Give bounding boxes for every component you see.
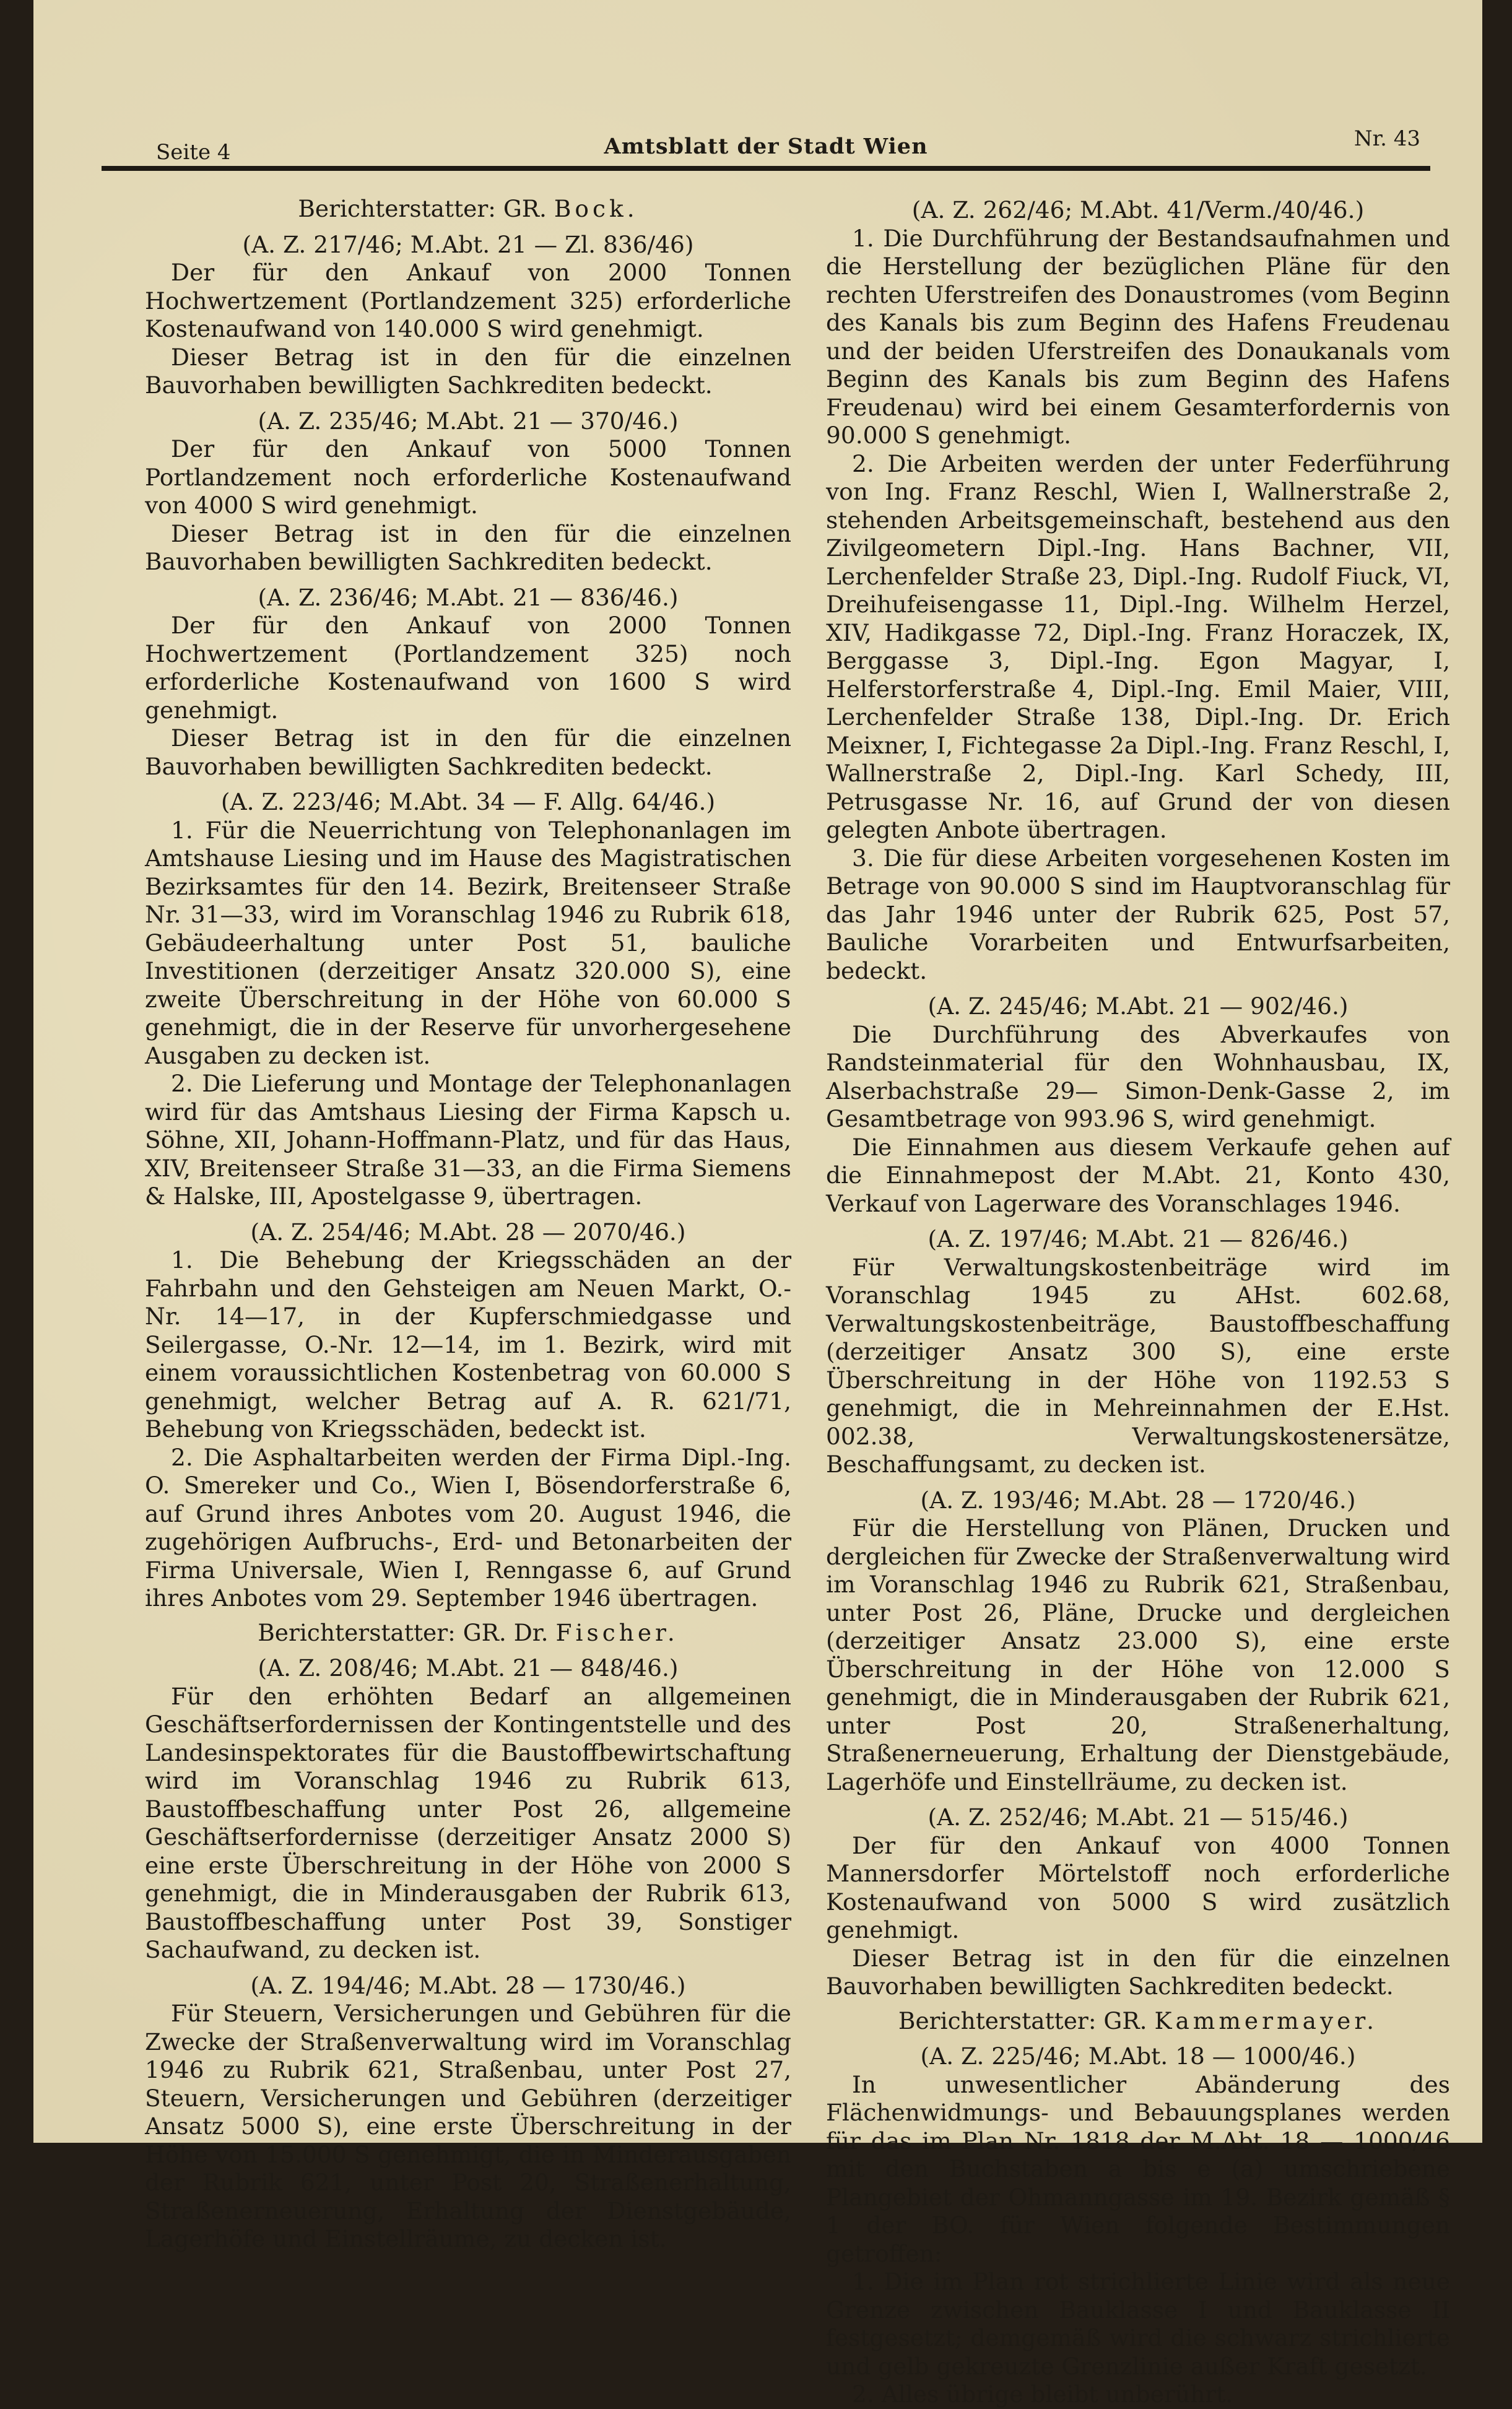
case-reference: (A. Z. 217/46; M.Abt. 21 — Zl. 836/46) bbox=[242, 230, 694, 258]
newspaper-page bbox=[33, 0, 1482, 2408]
paragraph: 2. Die Asphaltarbeiten werden der Firma Dipl.-Ing. O. Smereker und Co., Wien I, Bösendorferstraße 6, auf Grund ihres Anbotes vom 20. August 1946, die zugehörigen Aufbruchs-, Erd- und Betonarbeiten der Firma Universale, Wien I, Renngasse 6, auf Grund ihres Anbotes vom 29. September 1946 übertragen. bbox=[145, 1443, 791, 1612]
paragraph: 2. Alles übrige bleibt unberührt. bbox=[852, 2381, 1233, 2408]
paragraph: In unwesentlicher Abänderung des Flächenwidmungs- und Bebauungsplanes werden für das im Plan Nr. 1818 der M.Abt. 18 — 1000/46 mit den Buchstaben a bis e (a) umschriebene Plangebiet der Ohmanngasse im 19. Bezirk gemäß § 1 der BO. für Wien folgende Bestimmungen getroffen: bbox=[826, 2070, 1450, 2267]
case-reference: (A. Z. 208/46; M.Abt. 21 — 848/46.) bbox=[258, 1654, 679, 1682]
paragraph: Für Verwaltungskostenbeiträge wird im Voranschlag 1945 zu AHst. 602.68, Verwaltungskostenbeiträge, Baustoffbeschaffung (derzeitiger Ansatz 300 S), eine erste Überschreitung in der Höhe von 1192.53 S genehmigt, die in Mehreinnahmen der E.Hst. 002.38, Verwaltungskostenersätze, Beschaffungsamt, zu decken ist. bbox=[826, 1253, 1450, 1478]
paragraph: 1. Die im Plan rot strichlierte Linie wird als neue Grenze zwischen Bauklasse I und Bauklasse II festgesetzt; demgemäß wird die schwarz strichlierte und gelb gekreuzte Grenzlinie außer Kraft gesetzt. bbox=[826, 2268, 1450, 2380]
paragraph: 2. Die Arbeiten werden der unter Federführung von Ing. Franz Reschl, Wien I, Wallnerstraße 2, stehenden Arbeitsgemeinschaft, bestehend aus den Zivilgeometern Dipl.-Ing. Hans Bachner, VII, Lerchenfelder Straße 23, Dipl.-Ing. Rudolf Fiuck, VI, Dreihufeisengasse 11, Dipl.-Ing. Wilhelm Herzel, XIV, Hadikgasse 72, Dipl.-Ing. Franz Horaczek, IX, Berggasse 3, Dipl.-Ing. Egon Magyar, I, Helferstorferstraße 4, Dipl.-Ing. Emil Maier, VIII, Lerchenfelder Straße 138, Dipl.-Ing. Dr. Erich Meixner, I, Fichtegasse 2a Dipl.-Ing. Franz Reschl, I, Wallnerstraße 2, Dipl.-Ing. Karl Schedy, III, Petrusgasse Nr. 16, auf Grund der von diesen gelegten Anbote übertragen. bbox=[826, 449, 1450, 843]
case-reference: (A. Z. 254/46; M.Abt. 28 — 2070/46.) bbox=[250, 1218, 686, 1246]
reporter-name: Bock. bbox=[554, 195, 638, 222]
case-reference: (A. Z. 262/46; M.Abt. 41/Verm./40/46.) bbox=[911, 196, 1365, 224]
reporter-prefix: Berichterstatter: GR. Dr. bbox=[258, 1618, 549, 1646]
paragraph: Dieser Betrag ist in den für die einzelnen Bauvorhaben bewilligten Sachkrediten bedeckt. bbox=[826, 1944, 1450, 2000]
paragraph: Die Durchführung des Abverkaufes von Randsteinmaterial für den Wohnhausbau, IX, Alserbachstraße 29— Simon-Denk-Gasse 2, im Gesamtbetrage von 993.96 S, wird genehmigt. bbox=[826, 1020, 1450, 1132]
paragraph: 2. Die Lieferung und Montage der Telephonanlagen wird für das Amtshaus Liesing der Firma Kapsch u. Söhne, XII, Johann-Hoffmann-Platz, und für das Haus, XIV, Breitenseer Straße 31—33, an die Firma Siemens & Halske, III, Apostelgasse 9, übertragen. bbox=[145, 1070, 791, 1210]
paragraph: Der für den Ankauf von 4000 Tonnen Mannersdorfer Mörtelstoff noch erforderliche Kostenaufwand von 5000 S wird zusätzlich genehmigt. bbox=[826, 1831, 1450, 1943]
page-header bbox=[105, 121, 1427, 171]
paragraph: Dieser Betrag ist in den für die einzelnen Bauvorhaben bewilligten Sachkrediten bedeckt. bbox=[145, 724, 791, 780]
paragraph: 1. Die Durchführung der Bestandsaufnahmen und die Herstellung der bezüglichen Pläne für den rechten Uferstreifen des Donaustromes (vom Beginn des Kanals bis zum Beginn des Hafens Freudenau und der beiden Uferstreifen des Donaukanals vom Beginn des Kanals bis zum Beginn des Hafens Freudenau) wird bei einem Gesamterfordernis von 90.000 S genehmigt. bbox=[826, 224, 1450, 449]
page-number: Seite 4 bbox=[156, 140, 231, 165]
case-reference: (A. Z. 223/46; M.Abt. 34 — F. Allg. 64/46.) bbox=[220, 788, 716, 815]
case-reference: (A. Z. 194/46; M.Abt. 28 — 1730/46.) bbox=[250, 1971, 686, 1999]
paragraph: Der für den Ankauf von 2000 Tonnen Hochwertzement (Portlandzement 325) erforderliche Kostenaufwand von 140.000 S wird genehmigt. bbox=[145, 259, 791, 342]
paragraph: 3. Die für diese Arbeiten vorgesehenen Kosten im Betrage von 90.000 S sind im Hauptvoranschlag für das Jahr 1946 unter der Rubrik 625, Post 57, Bauliche Vorarbeiten und Entwurfsarbeiten, bedeckt. bbox=[826, 844, 1450, 984]
right-column bbox=[826, 189, 1450, 2408]
case-reference: (A. Z. 235/46; M.Abt. 21 — 370/46.) bbox=[258, 407, 679, 435]
paragraph: 1. Die Behebung der Kriegsschäden an der Fahrbahn und den Gehsteigen am Neuen Markt, O.-Nr. 14—17, in der Kupferschmiedgasse und Seilergasse, O.-Nr. 12—14, im 1. Bezirk, wird mit einem voraussichtlichen Kostenbetrag von 60.000 S genehmigt, welcher Betrag auf A. R. 621/71, Behebung von Kriegsschäden, bedeckt ist. bbox=[145, 1246, 791, 1443]
paragraph: Dieser Betrag ist in den für die einzelnen Bauvorhaben bewilligten Sachkrediten bedeckt. bbox=[145, 519, 791, 575]
paragraph: Der für den Ankauf von 2000 Tonnen Hochwertzement (Portlandzement 325) noch erforderliche Kostenaufwand von 1600 S wird genehmigt. bbox=[145, 612, 791, 724]
case-reference: (A. Z. 252/46; M.Abt. 21 — 515/46.) bbox=[928, 1803, 1349, 1831]
reporter-name: Kammermayer. bbox=[1154, 2007, 1378, 2034]
paragraph: Dieser Betrag ist in den für die einzelnen Bauvorhaben bewilligten Sachkrediten bedeckt. bbox=[145, 343, 791, 399]
issue-number: Nr. 43 bbox=[1353, 126, 1420, 151]
reporter-name: Fischer. bbox=[555, 1618, 679, 1646]
paragraph: Der für den Ankauf von 5000 Tonnen Portlandzement noch erforderliche Kostenaufwand von 4000 S wird genehmigt. bbox=[145, 435, 791, 519]
reporter-prefix: Berichterstatter: GR. bbox=[298, 195, 547, 222]
reporter-heading bbox=[145, 195, 791, 224]
paragraph: 1. Für die Neuerrichtung von Telephonanlagen im Amtshause Liesing und im Hause des Magistratischen Bezirksamtes für den 14. Bezirk, Breitenseer Straße Nr. 31—33, wird im Voranschlag 1946 zu Rubrik 618, Gebäudeerhaltung unter Post 51, bauliche Investitionen (derzeitiger Ansatz 320.000 S), eine zweite Überschreitung in der Höhe von 60.000 S genehmigt, die in der Reserve für unvorhergesehene Ausgaben zu decken ist. bbox=[145, 816, 791, 1069]
paragraph: Die Einnahmen aus diesem Verkaufe gehen auf die Einnahmepost der M.Abt. 21, Konto 430, Verkauf von Lagerware des Voranschlages 1946. bbox=[826, 1133, 1450, 1217]
publication-title: Amtsblatt der Stadt Wien bbox=[604, 134, 928, 159]
case-reference: (A. Z. 245/46; M.Abt. 21 — 902/46.) bbox=[928, 992, 1349, 1020]
reporter-heading bbox=[145, 1619, 791, 1647]
header-rule bbox=[102, 166, 1430, 171]
left-column bbox=[145, 189, 791, 2252]
case-reference: (A. Z. 197/46; M.Abt. 21 — 826/46.) bbox=[928, 1225, 1349, 1252]
paragraph: Für den erhöhten Bedarf an allgemeinen Geschäftserfordernissen der Kontingentstelle und des Landesinspektorates für die Baustoffbewirtschaftung wird im Voranschlag 1946 zu Rubrik 613, Baustoffbeschaffung unter Post 26, allgemeine Geschäftserfordernisse (derzeitiger Ansatz 2000 S) eine erste Überschreitung in der Höhe von 2000 S genehmigt, die in Minderausgaben der Rubrik 613, Baustoffbeschaffung unter Post 39, Sonstiger Sachaufwand, zu decken ist. bbox=[145, 1682, 791, 1963]
case-reference: (A. Z. 225/46; M.Abt. 18 — 1000/46.) bbox=[920, 2042, 1356, 2070]
case-reference: (A. Z. 236/46; M.Abt. 21 — 836/46.) bbox=[258, 583, 679, 611]
case-reference: (A. Z. 193/46; M.Abt. 28 — 1720/46.) bbox=[920, 1486, 1356, 1514]
reporter-prefix: Berichterstatter: GR. bbox=[898, 2007, 1147, 2034]
paragraph: Für Steuern, Versicherungen und Gebühren für die Zwecke der Straßenverwaltung wird im Voranschlag 1946 zu Rubrik 621, Straßenbau, unter Post 27, Steuern, Versicherungen und Gebühren (derzeitiger Ansatz 5000 S), eine erste Überschreitung in der Höhe von 15.000 S genehmigt, die in Minderausgaben der Rubrik 621, unter Post 20, Straßenerhaltung, Straßenerneuerung, Erhaltung der Dienstgebäude, Lagerhöfe und Einstellräume, zu decken ist. bbox=[145, 2000, 791, 2252]
reporter-heading bbox=[826, 2007, 1450, 2036]
paragraph: Für die Herstellung von Plänen, Drucken und dergleichen für Zwecke der Straßenverwaltung wird im Voranschlag 1946 zu Rubrik 621, Straßenbau, unter Post 26, Pläne, Drucke und dergleichen (derzeitiger Ansatz 23.000 S), eine erste Überschreitung in der Höhe von 12.000 S genehmigt, die in Minderausgaben der Rubrik 621, unter Post 20, Straßenerhaltung, Straßenerneuerung, Erhaltung der Dienstgebäude, Lagerhöfe und Einstellräume, zu decken ist. bbox=[826, 1514, 1450, 1795]
